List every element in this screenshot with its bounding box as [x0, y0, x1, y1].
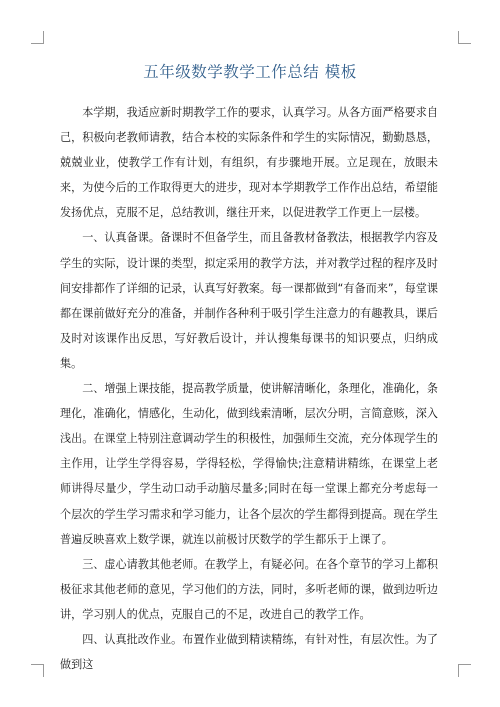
paragraph-homework: 四、认真批改作业。布置作业做到精读精练，有针对性，有层次性。为了做到这	[60, 632, 438, 672]
crop-mark-top-left	[31, 31, 44, 44]
document-title: 五年级数学教学工作总结 模板	[143, 63, 357, 81]
paragraph-lesson-prep: 一、认真备课。备课时不但备学生，而且备教材备教法，根据教学内容及学生的实际，设计课的类型，拟定采用的教学方法，并对教学过程的程序及时间安排都作了详细的记录，认真写好教案。每一课都做到“有备而来”，每堂课都在课前做好充分的准备，并制作各种利于吸引学生注意力的有趣教具，课后及时对该课作出反思，写好教后设计，并认搜集每课书的知识要点，归纳成集。	[60, 231, 438, 370]
crop-mark-bottom-right	[458, 664, 471, 677]
crop-mark-bottom-left	[31, 664, 44, 677]
document-body	[60, 100, 438, 677]
paragraph-teaching-skills: 二、增强上课技能，提高教学质量，使讲解清晰化，条理化，准确化，条理化，准确化，情感化，生动化，做到线索清晰，层次分明，言简意赅，深入浅出。在课堂上特别注意调动学生的积极性，加强师生交流，充分体现学生的主作用，让学生学得容易，学得轻松，学得愉快;注意精讲精练，在课堂上老师讲得尽量少，学生动口动手动脑尽量多;同时在每一堂课上都充分考虑每一个层次的学生学习需求和学习能力，让各个层次的学生都得到提高。现在学生普遍反映喜欢上数学课，就连以前极讨厌数学的学生都乐于上课了。	[60, 382, 438, 546]
crop-mark-top-right	[458, 31, 471, 44]
paragraph-intro: 本学期，我适应新时期教学工作的要求，认真学习。从各方面严格要求自己，积极向老教师请教，结合本校的实际条件和学生的实际情况，勤勤恳恳，兢兢业业，使教学工作有计划，有组织，有步骤地开展。立足现在，放眼未来，为使今后的工作取得更大的进步，现对本学期教学工作作出总结，希望能发扬优点，克服不足，总结教训，继往开来，以促进教学工作更上一层楼。	[60, 106, 438, 220]
paragraph-consult-teachers: 三、虚心请教其他老师。在教学上，有疑必问。在各个章节的学习上都积极征求其他老师的意见，学习他们的方法，同时，多听老师的课，做到边听边讲，学习别人的优点，克服自己的不足，改进自己的教学工作。	[60, 557, 438, 621]
